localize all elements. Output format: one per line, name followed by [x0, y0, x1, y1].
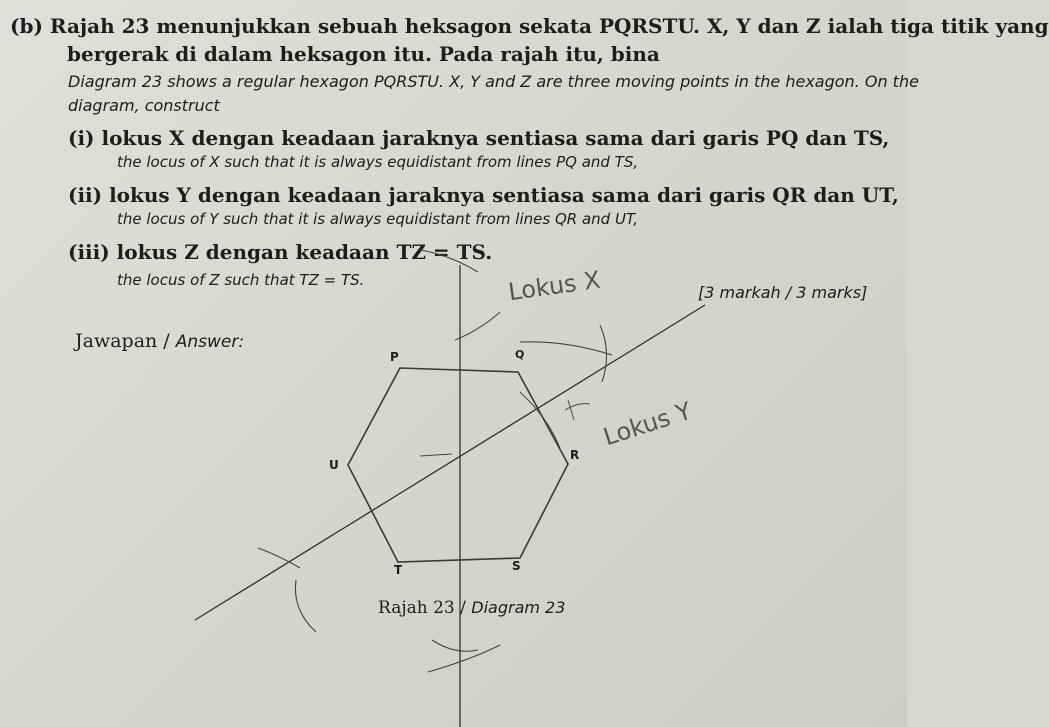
intro-english-line-2: diagram, construct	[68, 96, 220, 115]
vertex-t-label: T	[394, 563, 403, 577]
part-iii-malay: (iii) lokus Z dengan keadaan TZ = TS.	[68, 240, 493, 264]
construction-arc	[295, 580, 316, 632]
tick-mark	[420, 454, 452, 456]
construction-arc	[420, 250, 478, 272]
intro-english-line-1: Diagram 23 shows a regular hexagon PQRSTU. X, Y and Z are three moving points in the hexagon. On the	[68, 72, 919, 91]
vertex-s-label: S	[512, 559, 521, 573]
handwritten-locus-y: Lokus Y	[599, 396, 695, 452]
intro-malay-line-1: (b) Rajah 23 menunjukkan sebuah heksagon sekata PQRSTU. X, Y dan Z ialah tiga titik yang	[10, 14, 1049, 38]
vertex-r-label: R	[570, 448, 580, 462]
locus-y-line	[195, 305, 705, 620]
hexagon-pqrstu	[348, 368, 568, 562]
vertex-p-label: P	[390, 350, 399, 364]
answer-label: Jawapan / Answer:	[75, 330, 245, 352]
part-ii-malay: (ii) lokus Y dengan keadaan jaraknya sentiasa sama dari garis QR dan UT,	[68, 183, 899, 207]
part-i-english: the locus of X such that it is always equidistant from lines PQ and TS,	[117, 153, 639, 171]
part-i-malay: (i) lokus X dengan keadaan jaraknya sentiasa sama dari garis PQ dan TS,	[68, 126, 890, 150]
intro-malay-line-2: bergerak di dalam heksagon itu. Pada rajah itu, bina	[67, 42, 660, 66]
handwritten-locus-x: Lokus X	[506, 265, 603, 307]
construction-arc	[428, 645, 500, 672]
construction-arc	[455, 312, 500, 340]
part-ii-english: the locus of Y such that it is always equidistant from lines QR and UT,	[117, 210, 639, 228]
construction-arc	[568, 400, 574, 420]
construction-arc	[520, 342, 612, 355]
vertex-u-label: U	[329, 458, 339, 472]
construction-arc	[565, 404, 590, 410]
construction-arc	[258, 548, 300, 568]
marks-label: [3 markah / 3 marks]	[698, 283, 868, 302]
part-iii-english: the locus of Z such that TZ = TS.	[117, 271, 365, 289]
diagram-caption: Rajah 23 / Diagram 23	[378, 598, 566, 618]
construction-arc	[432, 640, 478, 651]
vertex-q-label: Q	[515, 348, 525, 361]
